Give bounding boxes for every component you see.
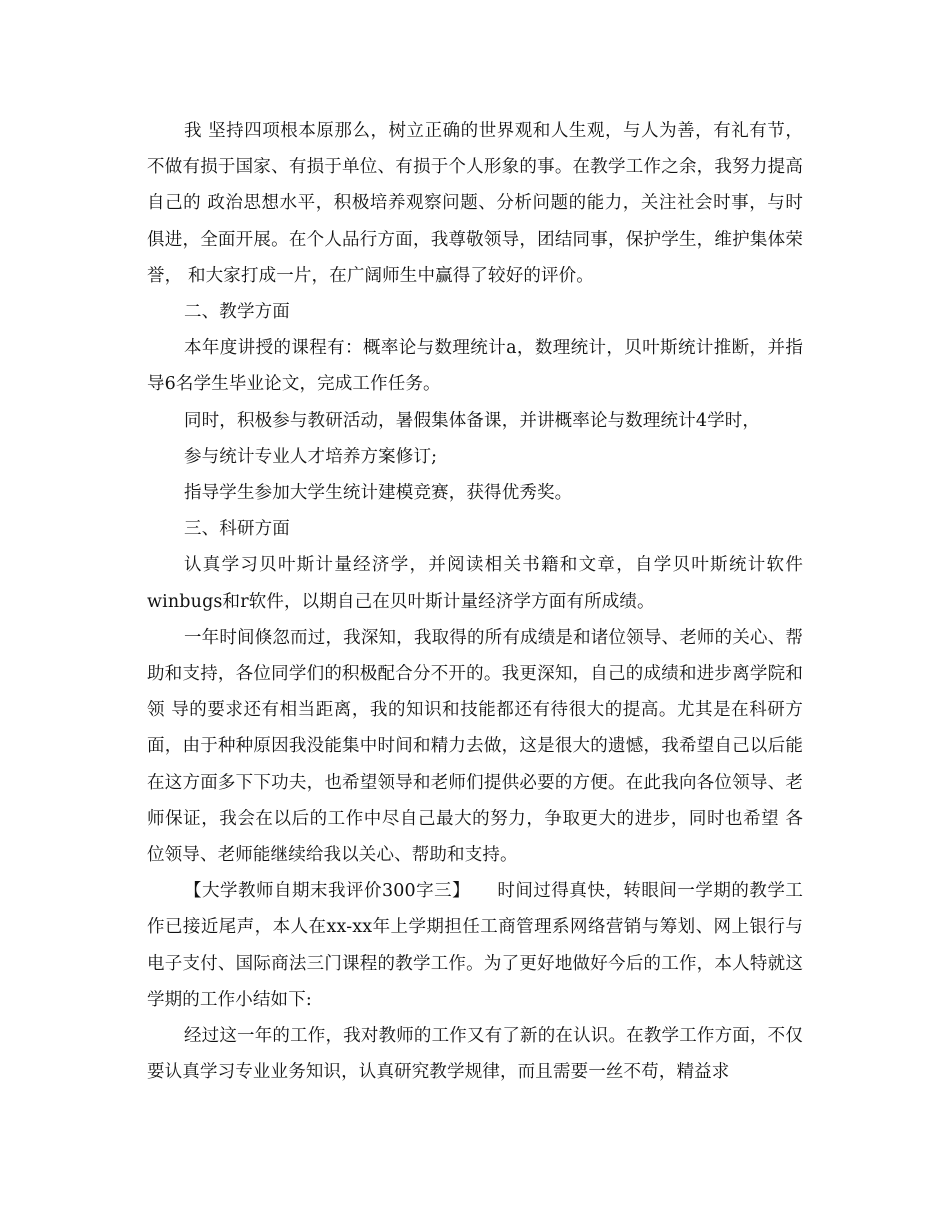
paragraph-year-summary: 一年时间倏忽而过，我深知，我取得的所有成绩是和诸位领导、老师的关心、帮助和支持，各位同学们的积极配合分不开的。我更深知，自己的成绩和进步离学院和领 导的要求还有相当距离，我的知识和技能都还有待很大的提高。尤其是在科研方面，由于种种原因我没能集中时间和精力去做，这是很大的遗憾，我希望自己以后能 在这方面多下下功夫，也希望领导和老师们提供必要的方便。在此我向各位领导、老师保证，我会在以后的工作中尽自己最大的努力，争取更大的进步，同时也希望 各位领导、老师能继续给我以关心、帮助和支持。: [147, 627, 803, 866]
paragraph-research-activities: 同时，积极参与教研活动，暑假集体备课，并讲概率论与数理统计4学时，: [184, 410, 761, 431]
document-page: [147, 113, 803, 1090]
paragraph-new-understanding: 经过这一年的工作，我对教师的工作又有了新的在认识。在教学工作方面，不仅要认真学习专业业务知识，认真研究教学规律，而且需要一丝不苟，精益求: [147, 1026, 803, 1083]
paragraph-curriculum-revision: 参与统计专业人才培养方案修订;: [184, 446, 438, 467]
paragraph-competition: 指导学生参加大学生统计建模竞赛，获得优秀奖。: [184, 483, 573, 504]
heading-research: 三、科研方面: [184, 519, 290, 540]
heading-teaching: 二、教学方面: [184, 302, 290, 323]
paragraph-conduct: 我 坚持四项根本原那么，树立正确的世界观和人生观，与人为善，有礼有节，不做有损于国家、有损于单位、有损于个人形象的事。在教学工作之余，我努力提高自己的 政治思想水平，积极培养观察问题、分析问题的能力，关注社会时事，与时俱进，全面开展。在个人品行方面，我尊敬领导，团结同事，保护学生，维护集体荣誉， 和大家打成一片，在广阔师生中赢得了较好的评价。: [147, 121, 803, 286]
paragraph-bayesian-study: 认真学习贝叶斯计量经济学，并阅读相关书籍和文章，自学贝叶斯统计软件winbugs和r软件，以期自己在贝叶斯计量经济学方面有所成绩。: [147, 555, 803, 612]
paragraph-courses: 本年度讲授的课程有：概率论与数理统计a，数理统计，贝叶斯统计推断，并指导6名学生毕业论文，完成工作任务。: [147, 338, 803, 395]
paragraph-evaluation-three: 【大学教师自期末我评价300字三】 时间过得真快，转眼间一学期的教学工作已接近尾声，本人在xx-xx年上学期担任工商管理系网络营销与筹划、网上银行与电子支付、国际商法三门课程的教学工作。为了更好地做好今后的工作，本人特就这学期的工作小结如下:: [147, 881, 803, 1010]
